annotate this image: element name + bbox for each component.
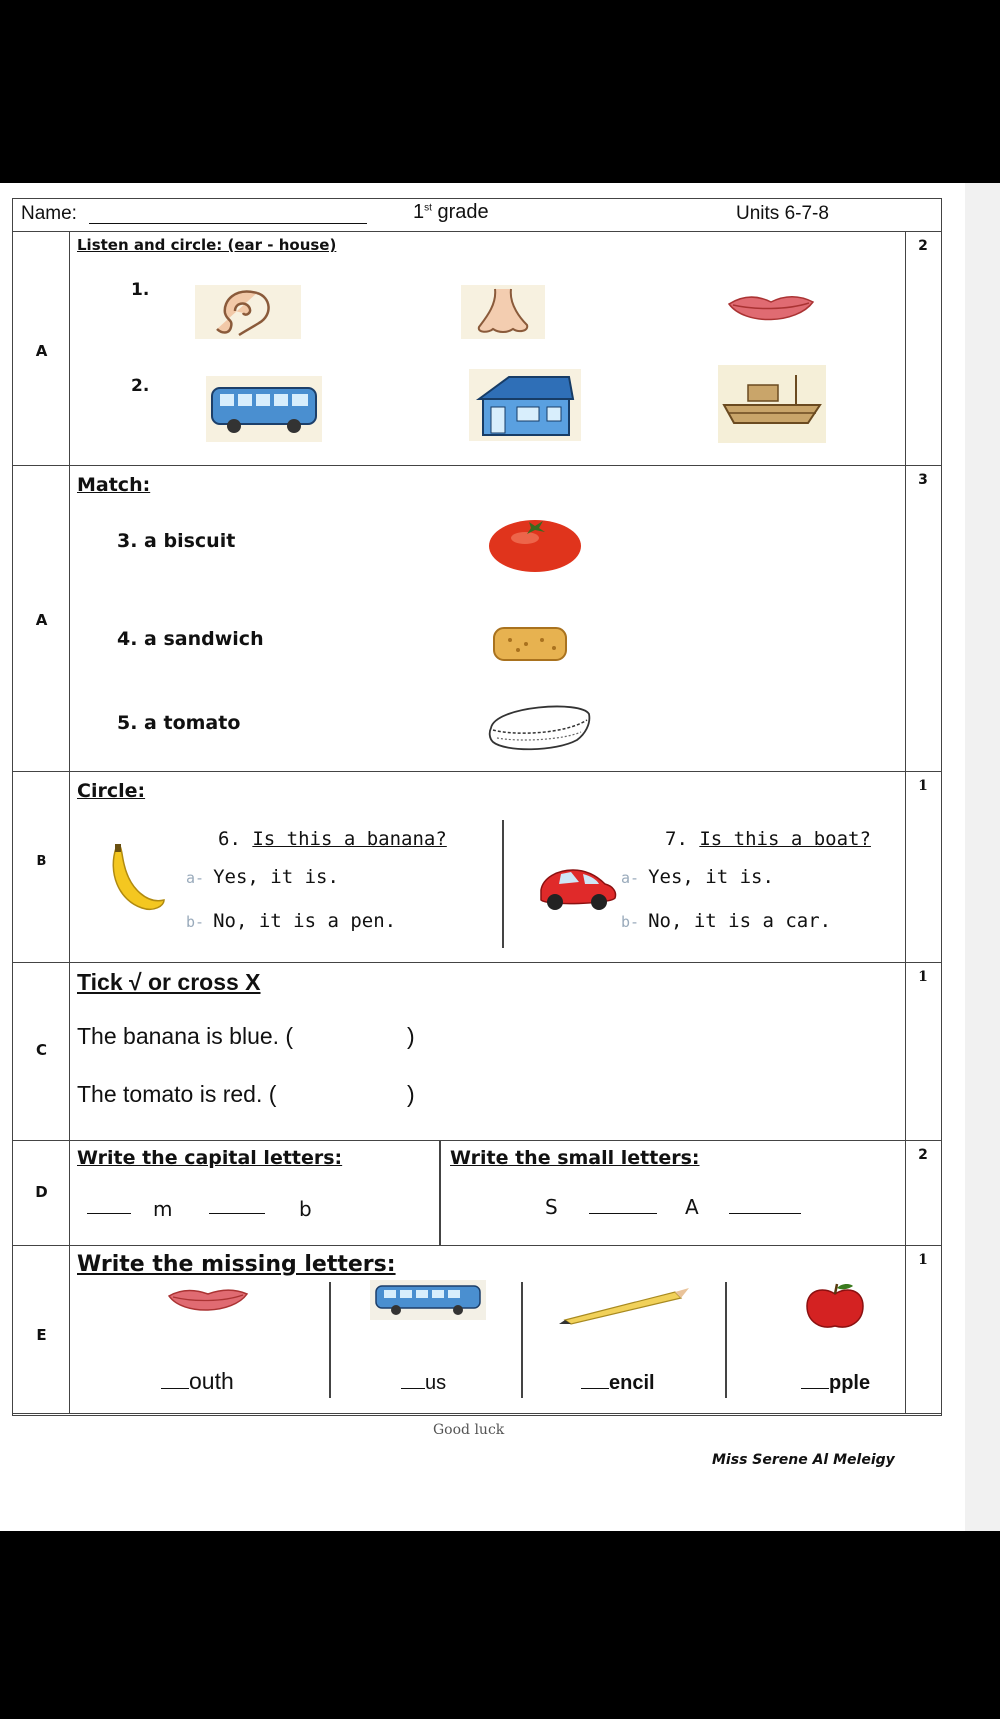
question-number: 7. xyxy=(665,828,688,850)
section-letter: A xyxy=(35,342,48,360)
statement-2: The tomato is red. ( xyxy=(77,1081,277,1107)
section-mark: 2 xyxy=(918,238,928,254)
answer-blank[interactable] xyxy=(729,1213,801,1214)
section-letters xyxy=(13,1141,941,1246)
ear-icon[interactable] xyxy=(195,285,301,339)
house-icon[interactable] xyxy=(469,369,581,441)
option-letter: a xyxy=(621,869,631,887)
teacher-signature: Miss Serene Al Meleigy xyxy=(712,1452,895,1468)
section-mark-cell xyxy=(905,1246,941,1413)
answer-blank[interactable] xyxy=(209,1213,265,1214)
instruction: Write the missing letters: xyxy=(77,1252,396,1277)
column-divider xyxy=(502,820,504,948)
missing-word[interactable] xyxy=(801,1372,870,1395)
match-item[interactable]: 3. a biscuit xyxy=(117,530,236,552)
given-letter: b xyxy=(299,1197,312,1221)
missing-word[interactable] xyxy=(401,1372,446,1395)
tomato-icon[interactable] xyxy=(485,512,585,574)
section-mark-cell xyxy=(905,963,941,1140)
section-mark-cell xyxy=(905,772,941,962)
option-text: No, it is a pen. xyxy=(213,910,397,932)
answer-blank[interactable] xyxy=(581,1388,609,1389)
worksheet-table xyxy=(12,198,942,1438)
given-letter: m xyxy=(153,1197,173,1221)
lips-icon xyxy=(165,1284,251,1318)
biscuit-icon[interactable] xyxy=(490,618,570,668)
option-a[interactable]: a- Yes, it is. xyxy=(621,866,774,888)
good-luck-text: Good luck xyxy=(433,1422,505,1438)
section-mark-cell xyxy=(905,232,941,465)
section-letter: E xyxy=(36,1326,47,1344)
word-fragment: pple xyxy=(829,1372,871,1394)
lips-icon[interactable] xyxy=(725,290,817,330)
answer-blank[interactable] xyxy=(401,1388,425,1389)
apple-icon xyxy=(803,1280,867,1332)
question-7 xyxy=(665,828,871,850)
column-divider xyxy=(725,1282,727,1398)
word-fragment: encil xyxy=(609,1372,655,1394)
car-icon xyxy=(535,858,619,918)
name-label: Name: xyxy=(21,203,77,224)
match-item[interactable]: 4. a sandwich xyxy=(117,628,264,650)
pencil-icon xyxy=(555,1286,695,1326)
option-text: Yes, it is. xyxy=(213,866,339,888)
word-fragment: us xyxy=(425,1372,447,1394)
option-text: Yes, it is. xyxy=(648,866,774,888)
banana-icon xyxy=(98,842,170,920)
header-row xyxy=(13,199,941,232)
sandwich-icon[interactable] xyxy=(485,694,595,758)
small-instruction: Write the small letters: xyxy=(450,1147,700,1169)
instruction: Listen and circle: (ear - house) xyxy=(77,236,337,254)
question-6 xyxy=(218,828,447,850)
missing-word[interactable] xyxy=(581,1372,655,1395)
grade-label xyxy=(413,201,489,224)
answer-bracket[interactable]: ) xyxy=(407,1023,415,1049)
option-b[interactable]: b- No, it is a pen. xyxy=(186,910,397,932)
instruction: Circle: xyxy=(77,780,146,802)
option-letter: a xyxy=(186,869,196,887)
section-letter: B xyxy=(36,854,47,869)
answer-blank[interactable] xyxy=(87,1213,131,1214)
option-b[interactable]: b- No, it is a car. xyxy=(621,910,832,932)
name-blank[interactable] xyxy=(89,223,367,224)
section-mark: 1 xyxy=(918,778,928,794)
section-missing-letters xyxy=(13,1246,941,1414)
units-label: Units 6-7-8 xyxy=(736,203,829,224)
grade-suffix: st xyxy=(424,202,432,214)
missing-word[interactable] xyxy=(161,1368,234,1395)
word-fragment: outh xyxy=(189,1368,234,1394)
grade-word: grade xyxy=(437,201,489,223)
answer-bracket[interactable]: ) xyxy=(407,1081,415,1107)
section-mark-cell xyxy=(905,466,941,771)
section-tick-cross xyxy=(13,963,941,1141)
option-letter: b xyxy=(186,913,196,931)
section-letter: D xyxy=(35,1183,48,1201)
section-mark: 2 xyxy=(918,1147,928,1163)
section-letter: C xyxy=(35,1041,47,1059)
given-letter: S xyxy=(545,1195,558,1219)
given-letter: A xyxy=(685,1195,699,1219)
option-letter: b xyxy=(621,913,631,931)
page-edge xyxy=(965,183,1000,1531)
option-text: No, it is a car. xyxy=(648,910,832,932)
question-number: 1. xyxy=(131,280,150,300)
nose-icon[interactable] xyxy=(461,285,545,339)
question-text: Is this a banana? xyxy=(252,828,447,850)
section-mark: 3 xyxy=(918,472,928,488)
question-text: Is this a boat? xyxy=(699,828,871,850)
statement-1: The banana is blue. ( xyxy=(77,1023,294,1049)
capital-instruction: Write the capital letters: xyxy=(77,1147,343,1169)
answer-blank[interactable] xyxy=(161,1388,189,1389)
match-item[interactable]: 5. a tomato xyxy=(117,712,241,734)
column-divider xyxy=(439,1141,441,1246)
section-circle xyxy=(13,772,941,963)
instruction: Tick √ or cross X xyxy=(77,969,261,995)
section-letter: A xyxy=(35,611,48,629)
bus-icon xyxy=(370,1280,486,1320)
answer-blank[interactable] xyxy=(589,1213,657,1214)
question-number: 2. xyxy=(131,376,150,396)
boat-icon[interactable] xyxy=(718,365,826,443)
option-a[interactable]: a- Yes, it is. xyxy=(186,866,339,888)
answer-blank[interactable] xyxy=(801,1388,829,1389)
column-divider xyxy=(521,1282,523,1398)
section-mark: 1 xyxy=(918,969,928,985)
grade-number: 1 xyxy=(413,201,425,223)
column-divider xyxy=(329,1282,331,1398)
section-mark: 1 xyxy=(918,1252,928,1268)
bus-icon[interactable] xyxy=(206,376,322,442)
question-number: 6. xyxy=(218,828,241,850)
instruction: Match: xyxy=(77,474,151,496)
section-listen-circle xyxy=(13,232,941,466)
section-match xyxy=(13,466,941,772)
